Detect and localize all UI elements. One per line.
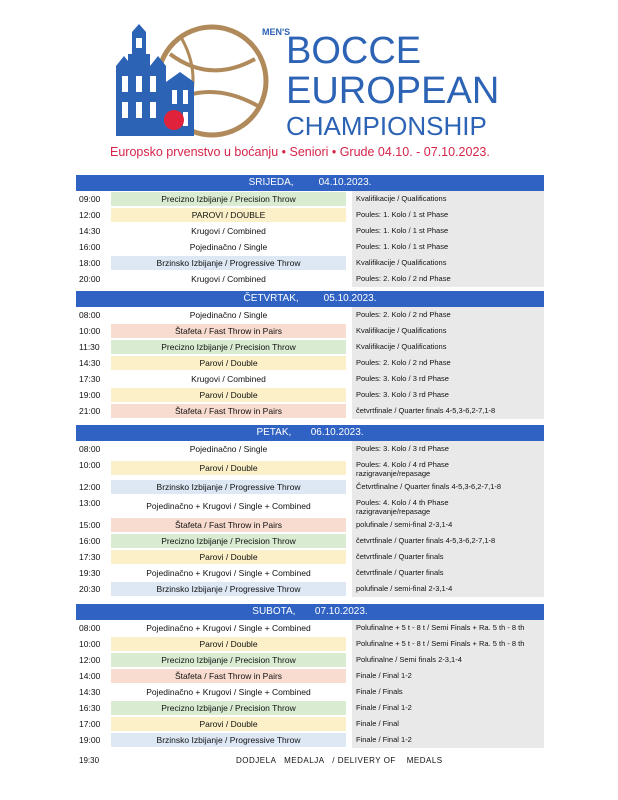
row-event: Krugovi / Combined [191,226,266,236]
row-phase [352,223,544,239]
row-phase-line: Poules: 3. Kolo / 3 rd Phase [356,444,449,453]
row-event: Pojedinačno + Krugovi / Single + Combined [146,568,311,578]
schedule-row [76,457,544,479]
schedule-row [76,732,544,748]
schedule-row [76,271,544,287]
day-table [76,291,544,419]
row-phase-line: četvrtfinale / Quarter finals [356,568,444,577]
schedule-row [76,307,544,323]
row-phase [352,517,544,533]
row-phase-line: Kvalifikacije / Qualifications [356,258,447,267]
row-event: Precizno Izbijanje / Precision Throw [111,192,346,206]
schedule-row [76,565,544,581]
row-event: Pojedinačno / Single [189,444,268,454]
row-time: 20:00 [79,274,101,284]
row-phase-line: Polufinalne / Semi finals 2-3,1-4 [356,655,462,664]
row-phase-line-2: razigravanje/repasage [356,507,431,516]
row-time: 08:00 [79,444,101,454]
footer-time: 19:30 [79,756,100,765]
row-phase [352,668,544,684]
row-time: 19:00 [79,735,101,745]
row-event: Krugovi / Combined [191,374,266,384]
schedule-row [76,207,544,223]
mens-label: MEN'S [262,27,291,37]
row-phase-line: Finale / Final [356,719,399,728]
row-time: 17:30 [79,552,101,562]
row-event: Krugovi / Combined [191,274,266,284]
row-phase-line-2: razigravanje/repasage [356,469,431,478]
schedule-row [76,255,544,271]
row-time: 19:30 [79,568,101,578]
row-event: PAROVI / DOUBLE [111,208,346,222]
row-phase-line: četvrtfinale / Quarter finals 4-5,3-6,2-7,1-8 [356,536,496,545]
row-event: Štafeta / Fast Throw in Pairs [111,324,346,338]
row-phase [352,533,544,549]
row-time: 20:30 [79,584,101,594]
row-phase-line: polufinale / semi-final 2-3,1-4 [356,584,453,593]
row-phase-line: Poules: 1. Kolo / 1 st Phase [356,242,449,251]
row-event: Pojedinačno + Krugovi / Single + Combined [146,501,311,511]
row-phase-line: polufinale / semi-final 2-3,1-4 [356,520,453,529]
schedule-row [76,239,544,255]
title-line-1: BOCCE [286,30,422,72]
row-phase-line: Finale / Finals [356,687,403,696]
row-phase [352,716,544,732]
row-phase [352,684,544,700]
row-phase [352,495,544,517]
row-phase [352,339,544,355]
row-time: 15:00 [79,520,101,530]
row-phase [352,581,544,597]
row-phase [352,457,544,479]
row-phase-line: četvrtfinale / Quarter finals 4-5,3-6,2-7,1-8 [356,406,496,415]
row-event: Precizno Izbijanje / Precision Throw [111,340,346,354]
row-phase [352,207,544,223]
row-time: 12:00 [79,210,101,220]
day-table [76,604,544,748]
row-time: 14:30 [79,226,101,236]
schedule-row [76,495,544,517]
row-phase-line: Poules: 3. Kolo / 3 rd Phase [356,374,449,383]
row-phase [352,307,544,323]
schedule-row [76,355,544,371]
schedule-row [76,549,544,565]
schedule-row [76,517,544,533]
row-event: Brzinsko Izbijanje / Progressive Throw [111,582,346,596]
row-phase [352,403,544,419]
schedule-row [76,371,544,387]
day-header: ČETVRTAK, 05.10.2023. [76,291,544,307]
row-event: Štafeta / Fast Throw in Pairs [111,404,346,418]
footer-text: DODJELA MEDALJA / DELIVERY OF MEDALS [236,756,443,765]
schedule-row [76,323,544,339]
row-time: 09:00 [79,194,101,204]
row-phase [352,441,544,457]
schedule-row [76,441,544,457]
row-phase-line: Finale / Final 1-2 [356,703,412,712]
schedule-row [76,191,544,207]
header [0,0,618,170]
row-time: 17:00 [79,719,101,729]
row-phase [352,549,544,565]
row-phase-line: Kvalifikacije / Qualifications [356,342,447,351]
row-event: Parovi / Double [111,356,346,370]
schedule-row [76,387,544,403]
row-phase [352,355,544,371]
row-phase [352,479,544,495]
row-event: Parovi / Double [111,550,346,564]
day-table [76,175,544,287]
row-event: Parovi / Double [111,461,346,475]
row-event: Štafeta / Fast Throw in Pairs [111,518,346,532]
row-event: Precizno Izbijanje / Precision Throw [111,534,346,548]
row-time: 08:00 [79,310,101,320]
row-time: 14:30 [79,358,101,368]
row-phase-line: Četvrtfinalne / Quarter finals 4-5,3-6,2-7,1-8 [356,482,502,491]
row-phase [352,271,544,287]
row-time: 17:30 [79,374,101,384]
row-phase [352,732,544,748]
row-phase [352,700,544,716]
row-event: Pojedinačno / Single [189,242,268,252]
schedule-row [76,223,544,239]
row-phase-line: Poules: 2. Kolo / 2 nd Phase [356,310,451,319]
row-time: 19:00 [79,390,101,400]
schedule-row [76,684,544,700]
day-table [76,425,544,597]
row-event: Precizno Izbijanje / Precision Throw [111,653,346,667]
row-phase [352,620,544,636]
row-phase-line: Poules: 4. Kolo / 4 th Phase [356,498,449,507]
schedule-row [76,668,544,684]
row-phase-line: Poules: 2. Kolo / 2 nd Phase [356,274,451,283]
row-time: 16:30 [79,703,101,713]
row-time: 10:00 [79,460,101,470]
row-event: Brzinsko Izbijanje / Progressive Throw [111,480,346,494]
subtitle: Europsko prvenstvo u boćanju • Seniori • Grude 04.10. - 07.10.2023. [110,145,490,159]
row-event: Pojedinačno + Krugovi / Single + Combined [146,623,311,633]
row-time: 12:00 [79,655,101,665]
row-phase-line: Poules: 2. Kolo / 2 nd Phase [356,358,451,367]
row-event: Brzinsko Izbijanje / Progressive Throw [111,256,346,270]
row-phase [352,387,544,403]
row-event: Štafeta / Fast Throw in Pairs [111,669,346,683]
row-time: 14:30 [79,687,101,697]
schedule-row [76,620,544,636]
row-time: 12:00 [79,482,101,492]
row-phase-line: Kvalifikacije / Qualifications [356,326,447,335]
row-phase [352,371,544,387]
row-phase [352,323,544,339]
schedule-row [76,716,544,732]
schedule-row [76,636,544,652]
row-phase [352,239,544,255]
row-phase-line: Finale / Final 1-2 [356,735,412,744]
schedule-row [76,700,544,716]
row-phase-line: Kvalifikacije / Qualifications [356,194,447,203]
row-event: Parovi / Double [111,717,346,731]
row-time: 10:00 [79,326,101,336]
row-time: 08:00 [79,623,101,633]
row-phase-line: četvrtfinale / Quarter finals [356,552,444,561]
day-header: SRIJEDA, 04.10.2023. [76,175,544,191]
row-phase-line: Poules: 1. Kolo / 1 st Phase [356,226,449,235]
schedule-row [76,403,544,419]
row-time: 16:00 [79,536,101,546]
row-phase [352,191,544,207]
row-phase [352,565,544,581]
row-time: 13:00 [79,498,101,508]
row-event: Parovi / Double [111,388,346,402]
day-header: SUBOTA, 07.10.2023. [76,604,544,620]
row-time: 11:30 [79,342,100,352]
schedule-row [76,652,544,668]
row-event: Precizno Izbijanje / Precision Throw [111,701,346,715]
row-event: Parovi / Double [111,637,346,651]
row-phase [352,652,544,668]
title-line-3: CHAMPIONSHIP [286,111,487,141]
schedule-row [76,581,544,597]
row-phase [352,255,544,271]
row-time: 10:00 [79,639,101,649]
row-event: Pojedinačno / Single [189,310,268,320]
row-time: 18:00 [79,258,101,268]
day-header: PETAK, 06.10.2023. [76,425,544,441]
row-event: Brzinsko Izbijanje / Progressive Throw [111,733,346,747]
row-phase-line: Poules: 1. Kolo / 1 st Phase [356,210,449,219]
row-phase-line: Poules: 4. Kolo / 4 rd Phase [356,460,449,469]
schedule-row [76,533,544,549]
row-time: 14:00 [79,671,101,681]
schedule-row [76,339,544,355]
row-phase-line: Polufinalne + 5 t - 8 t / Semi Finals + Ra. 5 th - 8 th [356,639,525,648]
row-time: 16:00 [79,242,101,252]
row-phase-line: Finale / Final 1-2 [356,671,412,680]
row-time: 21:00 [79,406,101,416]
row-phase-line: Polufinalne + 5 t - 8 t / Semi Finals + Ra. 5 th - 8 th [356,623,525,632]
row-phase-line: Poules: 3. Kolo / 3 rd Phase [356,390,449,399]
schedule-row [76,479,544,495]
title-line-2: EUROPEAN [286,70,500,112]
row-event: Pojedinačno + Krugovi / Single + Combined [146,687,311,697]
championship-logo [110,24,280,139]
row-phase [352,636,544,652]
